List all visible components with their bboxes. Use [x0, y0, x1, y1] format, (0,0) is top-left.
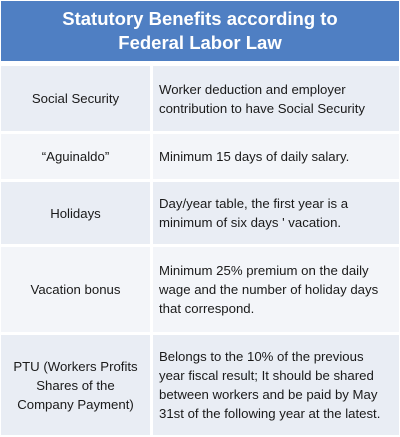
- benefit-label: Social Security: [1, 66, 150, 131]
- benefit-label: PTU (Workers Profits Shares of the Company Payment): [1, 335, 150, 435]
- benefit-description: Day/year table, the first year is a minimum of six days ' vacation.: [153, 182, 399, 244]
- table-row: [1, 66, 399, 131]
- table-row: [1, 335, 399, 435]
- table-title: Statutory Benefits according to Federal Labor Law: [1, 1, 399, 61]
- benefit-description: Belongs to the 10% of the previous year fiscal result; It should be shared between workers and be paid by May 31st of the following year at the latest.: [153, 335, 399, 435]
- table-row: [1, 134, 399, 179]
- benefit-description: Minimum 15 days of daily salary.: [153, 134, 399, 179]
- benefit-label: “Aguinaldo”: [1, 134, 150, 179]
- benefit-description: Worker deduction and employer contribution to have Social Security: [153, 66, 399, 131]
- benefit-description: Minimum 25% premium on the daily wage and the number of holiday days that correspond.: [153, 247, 399, 332]
- benefit-label: Vacation bonus: [1, 247, 150, 332]
- table-row: [1, 182, 399, 244]
- benefit-label: Holidays: [1, 182, 150, 244]
- table-row: [1, 247, 399, 332]
